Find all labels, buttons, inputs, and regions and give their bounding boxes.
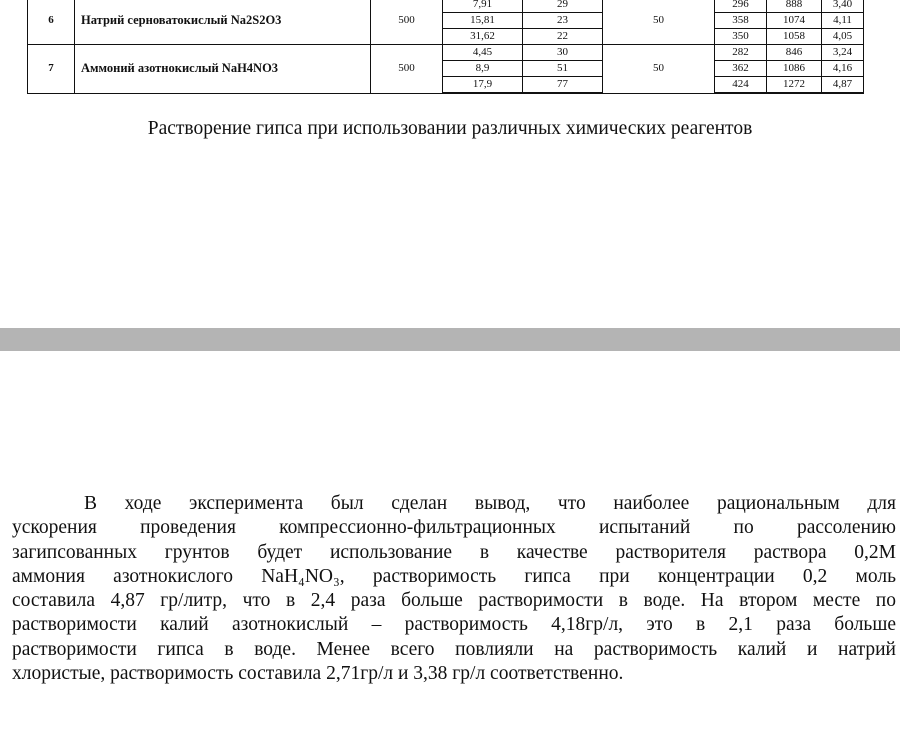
value-cell-c8: 846 bbox=[767, 45, 822, 61]
paragraph-line: хлористые, растворимость составила 2,71гр/л и 3,38 гр/л соответственно. bbox=[12, 663, 624, 685]
value-cell-c7: 296 bbox=[715, 0, 767, 13]
data-table bbox=[27, 0, 864, 94]
paragraph-line: растворимости калий азотнокислый – растворимость 4,18гр/л, это в 2,1 раза больше bbox=[12, 614, 896, 636]
reagent-name: Аммоний азотнокислый NaH4NO3 bbox=[75, 45, 371, 94]
value-cell-c7: 424 bbox=[715, 77, 767, 94]
value-cell-c8: 1272 bbox=[767, 77, 822, 94]
page-divider-band bbox=[0, 328, 900, 351]
volume-cell: 500 bbox=[371, 45, 443, 94]
reagent-name: Натрий серноватокислый Na2S2O3 bbox=[75, 0, 371, 45]
value-cell-c9: 3,24 bbox=[822, 45, 864, 61]
row-number: 7 bbox=[28, 45, 75, 94]
value-cell-c7: 362 bbox=[715, 61, 767, 77]
value-cell-c8: 888 bbox=[767, 0, 822, 13]
paragraph-line: загипсованных грунтов будет использование в качестве растворителя раствора 0,2М bbox=[12, 541, 896, 563]
sample-cell: 50 bbox=[603, 0, 715, 45]
value-cell-c4: 31,62 bbox=[443, 29, 523, 45]
value-cell-c4: 17,9 bbox=[443, 77, 523, 94]
value-cell-c9: 4,05 bbox=[822, 29, 864, 45]
results-table-fragment bbox=[27, 0, 863, 94]
value-cell-c5: 30 bbox=[523, 45, 603, 61]
row-number: 6 bbox=[28, 0, 75, 45]
table-body bbox=[28, 0, 864, 93]
value-cell-c5: 51 bbox=[523, 61, 603, 77]
conclusion-paragraph bbox=[12, 492, 896, 686]
paragraph-line: ускорения проведения компрессионно-фильтрационных испытаний по рассолению bbox=[12, 517, 896, 539]
value-cell-c9: 4,16 bbox=[822, 61, 864, 77]
value-cell-c8: 1058 bbox=[767, 29, 822, 45]
value-cell-c5: 77 bbox=[523, 77, 603, 94]
table-caption: Растворение гипса при использовании различных химических реагентов bbox=[147, 118, 753, 139]
value-cell-c9: 3,40 bbox=[822, 0, 864, 13]
value-cell-c5: 22 bbox=[523, 29, 603, 45]
value-cell-c8: 1086 bbox=[767, 61, 822, 77]
paragraph-line: растворимости гипса в воде. Менее всего повлияли на растворимость калий и натрий bbox=[12, 638, 896, 660]
value-cell-c8: 1074 bbox=[767, 13, 822, 29]
value-cell-c4: 8,9 bbox=[443, 61, 523, 77]
paragraph-line: аммония азотнокислого NaH₄NO₃, растворимость гипса при концентрации 0,2 моль bbox=[12, 565, 896, 587]
value-cell-c5: 23 bbox=[523, 13, 603, 29]
table-row bbox=[28, 0, 864, 13]
table-row bbox=[28, 45, 864, 61]
paragraph-line: В ходе эксперимента был сделан вывод, что наиболее рациональным для bbox=[84, 493, 896, 514]
value-cell-c4: 7,91 bbox=[443, 0, 523, 13]
sample-cell: 50 bbox=[603, 45, 715, 94]
value-cell-c5: 29 bbox=[523, 0, 603, 13]
value-cell-c4: 4,45 bbox=[443, 45, 523, 61]
paragraph-line: составила 4,87 гр/литр, что в 2,4 раза больше растворимости в воде. На втором месте по bbox=[12, 590, 896, 612]
value-cell-c9: 4,11 bbox=[822, 13, 864, 29]
value-cell-c4: 15,81 bbox=[443, 13, 523, 29]
value-cell-c7: 358 bbox=[715, 13, 767, 29]
value-cell-c7: 350 bbox=[715, 29, 767, 45]
volume-cell: 500 bbox=[371, 0, 443, 45]
value-cell-c9: 4,87 bbox=[822, 77, 864, 94]
value-cell-c7: 282 bbox=[715, 45, 767, 61]
